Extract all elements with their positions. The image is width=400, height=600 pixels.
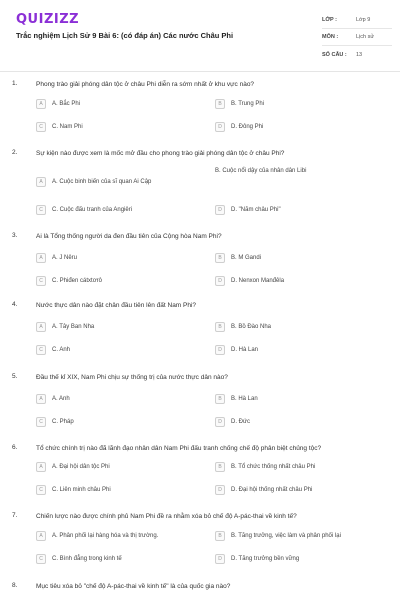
option-key-box: D: [215, 122, 225, 132]
option-text: A. Cuộc binh biến của sĩ quan Ai Cập: [52, 179, 152, 185]
option-key-box: C: [36, 485, 46, 495]
option-text: D. Đức: [231, 419, 251, 425]
option-text: D. Đại hội thống nhất châu Phi: [231, 487, 313, 493]
option-a[interactable]: [36, 253, 196, 263]
meta-label: LỚP :: [322, 17, 337, 23]
option-key-box: D: [215, 276, 225, 286]
option-key-box: D: [215, 345, 225, 355]
option-text: C. Pháp: [52, 419, 74, 425]
option-key-box: C: [36, 276, 46, 286]
option-text: D. Hà Lan: [231, 347, 259, 353]
option-text: D. Tăng trưởng bền vững: [231, 556, 300, 562]
meta-value: Lớp 9: [356, 17, 371, 23]
option-key-box: B: [215, 253, 225, 263]
meta-label: SỐ CÂU :: [322, 51, 347, 58]
option-a[interactable]: [36, 394, 196, 404]
option-text: D. "Năm châu Phi": [231, 207, 281, 213]
option-d[interactable]: [215, 345, 375, 355]
option-text: A. Phân phối lại hàng hóa và thị trường.: [52, 533, 159, 539]
question-text: Đầu thế kỉ XIX, Nam Phi chịu sự thống trị của nước thực dân nào?: [36, 374, 228, 381]
option-b[interactable]: [215, 167, 375, 175]
option-text: B. Tăng trưởng, việc làm và phân phối lại: [231, 533, 341, 539]
meta-value: Lịch sử: [356, 34, 375, 40]
document-title: Trắc nghiệm Lịch Sử 9 Bài 6: (có đáp án) Các nước Châu Phi: [16, 31, 234, 40]
question-number: 1.: [12, 80, 18, 87]
meta-row-grade: [322, 12, 392, 29]
option-key-box: B: [215, 99, 225, 109]
option-a[interactable]: [36, 177, 196, 187]
option-text: B. Cuộc nổi dậy của nhân dân Libi: [215, 168, 307, 174]
option-text: B. Tổ chức thống nhất châu Phi: [231, 464, 316, 470]
question-number: 3.: [12, 232, 18, 239]
question-number: 2.: [12, 149, 18, 156]
option-text: A. Đại hội dân tộc Phi: [52, 464, 110, 470]
option-b[interactable]: [215, 462, 375, 472]
option-key-box: D: [215, 417, 225, 427]
option-c[interactable]: [36, 554, 196, 564]
option-text: C. Bình đẳng trong kinh tế: [52, 556, 122, 562]
option-key-box: B: [215, 531, 225, 541]
meta-value: 13: [356, 51, 363, 58]
option-key-box: C: [36, 554, 46, 564]
option-text: C. Liên minh châu Phi: [52, 487, 111, 493]
page-header: [0, 0, 400, 72]
option-d[interactable]: [215, 205, 375, 215]
option-key-box: A: [36, 177, 46, 187]
quizizz-logo: QUIZIZZ: [16, 12, 80, 27]
option-key-box: C: [36, 345, 46, 355]
option-b[interactable]: [215, 394, 375, 404]
option-key-box: C: [36, 122, 46, 132]
option-c[interactable]: [36, 417, 196, 427]
option-c[interactable]: [36, 345, 196, 355]
question-text: Sự kiện nào được xem là mốc mở đầu cho phong trào giải phóng dân tộc ở châu Phi?: [36, 150, 285, 157]
question-number: 8.: [12, 582, 18, 589]
option-a[interactable]: [36, 531, 196, 541]
option-text: C. Nam Phi: [52, 124, 83, 130]
question-text: Nước thực dân nào đặt chân đầu tiên lên đất Nam Phi?: [36, 302, 197, 309]
option-b[interactable]: [215, 322, 375, 332]
question-text: Chiến lược nào được chính phủ Nam Phi đề ra nhằm xóa bỏ chế độ A-pác-thai về kinh tế?: [36, 513, 297, 520]
option-text: D. Đông Phi: [231, 124, 264, 130]
option-key-box: D: [215, 205, 225, 215]
option-key-box: B: [215, 394, 225, 404]
option-key-box: A: [36, 253, 46, 263]
option-key-box: D: [215, 554, 225, 564]
option-text: B. Hà Lan: [231, 396, 258, 402]
meta-row-count: [322, 46, 392, 63]
option-key-box: D: [215, 485, 225, 495]
option-key-box: A: [36, 462, 46, 472]
option-c[interactable]: [36, 276, 196, 286]
option-d[interactable]: [215, 122, 375, 132]
question-text: Ai là Tổng thống người da đen đầu tiên của Cộng hòa Nam Phi?: [36, 233, 222, 240]
option-d[interactable]: [215, 554, 375, 564]
meta-label: MÔN :: [322, 34, 339, 40]
meta-row-subject: [322, 29, 392, 46]
option-d[interactable]: [215, 417, 375, 427]
option-key-box: B: [215, 462, 225, 472]
option-a[interactable]: [36, 322, 196, 332]
question-text: Mục tiêu xóa bỏ "chế độ A-pác-thai về kinh tế" là của quốc gia nào?: [36, 583, 231, 590]
option-text: B. Trung Phi: [231, 101, 265, 107]
question-number: 6.: [12, 444, 18, 451]
option-key-box: A: [36, 531, 46, 541]
option-text: C. Cuộc đấu tranh của Angiêri: [52, 207, 133, 213]
question-number: 7.: [12, 512, 18, 519]
option-d[interactable]: [215, 276, 375, 286]
option-text: D. Nenxon Manđêla: [231, 278, 285, 284]
option-key-box: A: [36, 322, 46, 332]
option-text: A. J Nêru: [52, 255, 78, 261]
option-b[interactable]: [215, 99, 375, 109]
question-number: 4.: [12, 301, 18, 308]
option-c[interactable]: [36, 205, 196, 215]
option-text: A. Bắc Phi: [52, 101, 81, 107]
option-b[interactable]: [215, 253, 375, 263]
question-text: Tổ chức chính trị nào đã lãnh đạo nhân dân Nam Phi đấu tranh chống chế độ phân biệt chủng tộc?: [36, 445, 322, 452]
option-d[interactable]: [215, 485, 375, 495]
option-a[interactable]: [36, 462, 196, 472]
question-number: 5.: [12, 373, 18, 380]
option-key-box: B: [215, 322, 225, 332]
option-text: C. Anh: [52, 347, 71, 353]
option-text: A. Anh: [52, 396, 70, 402]
meta-panel: [322, 12, 392, 63]
option-text: B. Bồ Đào Nha: [231, 324, 272, 330]
option-text: A. Tây Ban Nha: [52, 324, 95, 330]
option-text: B. M Gandi: [231, 255, 262, 261]
option-c[interactable]: [36, 122, 196, 132]
option-key-box: C: [36, 205, 46, 215]
option-a[interactable]: [36, 99, 196, 109]
option-key-box: C: [36, 417, 46, 427]
option-c[interactable]: [36, 485, 196, 495]
option-key-box: A: [36, 99, 46, 109]
question-text: Phong trào giải phóng dân tộc ở châu Phi diễn ra sớm nhất ở khu vực nào?: [36, 81, 255, 88]
option-text: C. Phiđen cátxtơrô: [52, 278, 102, 284]
option-b[interactable]: [215, 531, 390, 541]
option-key-box: A: [36, 394, 46, 404]
